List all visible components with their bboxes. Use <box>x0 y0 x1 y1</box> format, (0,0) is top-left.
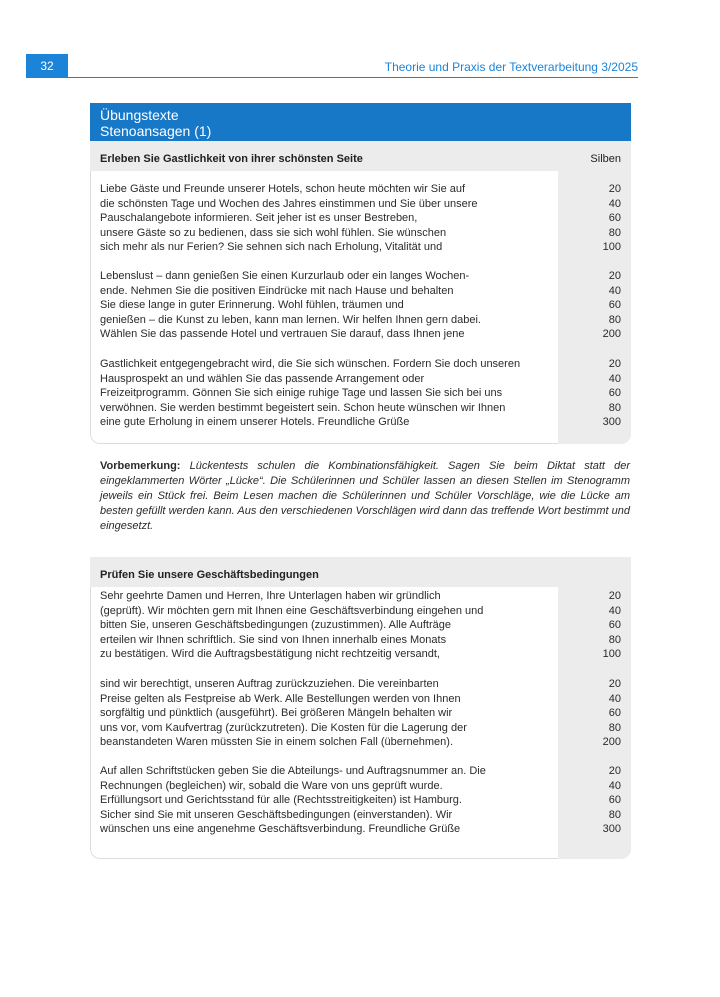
text-line: sich mehr als nur Ferien? Sie sehnen sich nach Erholung, Vitalität und <box>100 241 443 254</box>
text-line: Preise gelten als Festpreise ab Werk. Alle Bestellungen werden von Ihnen <box>100 692 461 705</box>
text-line: Hausprospekt an und wählen Sie das passende Arrangement oder <box>100 372 425 385</box>
syllable-counts <box>571 182 621 255</box>
text-title: Prüfen Sie unsere Geschäftsbedingungen <box>100 569 319 581</box>
syllable-column-header: Silben <box>590 153 621 165</box>
syllable-count: 20 <box>608 183 621 195</box>
syllable-counts <box>571 764 621 837</box>
note-text: Lückentests schulen die Kombinationsfähigkeit. Sagen Sie beim Diktat statt der eingeklammerten Wörter „Lücke“. Die Schülerinnen und Schüler lassen an diesen Stellen im Stenogramm jeweils ein Stück frei. Beim Lesen machen die Schülerinnen und Schüler Vorschläge, wie die Lücke am besten gefüllt werden kann. Aus den verschiedenen Vorschlägen wird dann das treffende Wort bestimmt und eingesetzt. <box>100 460 630 532</box>
paragraph <box>100 357 548 430</box>
syllable-count: 60 <box>608 794 621 807</box>
text-line: Lebenslust – dann genießen Sie einen Kurzurlaub oder ein langes Wochen- <box>100 270 470 282</box>
header-rule <box>68 77 638 78</box>
syllable-count: 80 <box>608 808 621 821</box>
syllable-count: 100 <box>602 241 621 254</box>
syllable-count: 200 <box>602 736 621 749</box>
text-line: erteilen wir Ihnen schriftlich. Sie sind von Ihnen innerhalb eines Monats <box>100 633 447 646</box>
page-number: 32 <box>26 54 68 78</box>
text-line: (geprüft). Wir möchten gern mit Ihnen eine Geschäftsverbindung eingehen und <box>100 604 484 617</box>
syllable-count: 40 <box>608 779 621 792</box>
syllable-counts <box>571 357 621 430</box>
text-line: uns vor, vom Kaufvertrag (zurückzutreten). Die Kosten für die Lagerung der <box>100 721 467 734</box>
syllable-count: 80 <box>608 226 621 239</box>
syllable-count: 300 <box>602 823 621 836</box>
syllable-count: 200 <box>602 328 621 341</box>
text-box-gastlichkeit <box>90 141 631 444</box>
text-line: Auf allen Schriftstücken geben Sie die Abteilungs- und Auftragsnummer an. Die <box>100 765 486 777</box>
text-line: ende. Nehmen Sie die positiven Eindrücke mit nach Hause und behalten <box>100 284 454 297</box>
syllable-count: 60 <box>608 212 621 225</box>
syllable-count: 20 <box>608 270 621 282</box>
text-line: Freizeitprogramm. Gönnen Sie sich einige ruhige Tage und lassen Sie sich bei uns <box>100 387 503 400</box>
text-line: eine gute Erholung in einem unserer Hotels. Freundliche Grüße <box>100 416 410 429</box>
text-line: bitten Sie, unseren Geschäftsbedingungen (zuzustimmen). Alle Aufträge <box>100 619 451 632</box>
syllable-count: 40 <box>608 692 621 705</box>
paragraph <box>100 764 548 837</box>
syllable-count: 20 <box>608 358 621 370</box>
syllable-count: 40 <box>608 604 621 617</box>
syllable-count: 60 <box>608 387 621 400</box>
text-line: Sicher sind Sie mit unseren Geschäftsbedingungen (einverstanden). Wir <box>100 808 453 821</box>
syllable-count: 80 <box>608 313 621 326</box>
paragraph <box>100 269 548 342</box>
syllable-count: 40 <box>608 197 621 210</box>
note-label: Vorbemerkung: <box>100 460 181 472</box>
syllable-count: 20 <box>608 678 621 690</box>
syllable-count: 80 <box>608 401 621 414</box>
text-line: verwöhnen. Sie werden bestimmt begeistert sein. Schon heute wünschen wir Ihnen <box>100 401 506 414</box>
syllable-counts <box>571 677 621 750</box>
section-title-line1: Übungstexte <box>100 107 179 123</box>
syllable-count: 80 <box>608 633 621 646</box>
syllable-count: 100 <box>602 648 621 661</box>
text-line: sorgfältig und pünktlich (ausgeführt). Bei größeren Mängeln behalten wir <box>100 707 453 720</box>
section-header <box>90 103 631 141</box>
syllable-counts <box>571 589 621 662</box>
paragraph <box>100 589 548 662</box>
section-title-line2: Stenoansagen (1) <box>100 123 212 139</box>
syllable-count: 60 <box>608 299 621 312</box>
text-line: Wählen Sie das passende Hotel und vertrauen Sie darauf, dass Ihnen jene <box>100 328 465 341</box>
syllable-count: 20 <box>608 590 621 602</box>
text-line: Rechnungen (begleichen) wir, sobald die Ware von uns geprüft wurde. <box>100 779 443 792</box>
syllable-count: 300 <box>602 416 621 429</box>
text-line: Erfüllungsort und Gerichtsstand für alle (Rechtsstreitigkeiten) ist Hamburg. <box>100 794 462 807</box>
text-line: beanstandeten Waren müssten Sie in einem solchen Fall (übernehmen). <box>100 736 454 749</box>
syllable-counts <box>571 269 621 342</box>
text-line: genießen – die Kunst zu leben, kann man lernen. Wir helfen Ihnen gern dabei. <box>100 313 481 326</box>
paragraph <box>100 677 548 750</box>
syllable-count: 80 <box>608 721 621 734</box>
preliminary-note <box>100 459 630 534</box>
text-title: Erleben Sie Gastlichkeit von ihrer schönsten Seite <box>100 153 363 165</box>
running-title: Theorie und Praxis der Textverarbeitung 3/2025 <box>384 60 638 74</box>
text-line: Liebe Gäste und Freunde unserer Hotels, schon heute möchten wir Sie auf <box>100 183 466 195</box>
syllable-count: 60 <box>608 707 621 720</box>
text-line: zu bestätigen. Wird die Auftragsbestätigung nicht rechtzeitig versandt, <box>100 648 440 661</box>
paragraph <box>100 182 548 255</box>
syllable-count: 60 <box>608 619 621 632</box>
text-line: Pauschalangebote informieren. Seit jeher ist es unser Bestreben, <box>100 212 418 225</box>
syllable-count: 20 <box>608 765 621 777</box>
text-line: wünschen uns eine angenehme Geschäftsverbindung. Freundliche Grüße <box>100 823 461 836</box>
text-line: Sehr geehrte Damen und Herren, Ihre Unterlagen haben wir gründlich <box>100 590 441 602</box>
text-line: unsere Gäste so zu bedienen, dass sie sich wohl fühlen. Sie wünschen <box>100 226 447 239</box>
text-line: die schönsten Tage und Wochen des Jahres einstimmen und Sie über unsere <box>100 197 478 210</box>
text-line: Sie diese lange in guter Erinnerung. Wohl fühlen, träumen und <box>100 299 404 312</box>
text-line: Gastlichkeit entgegengebracht wird, die Sie sich wünschen. Fordern Sie doch unseren <box>100 358 521 370</box>
syllable-count: 40 <box>608 284 621 297</box>
text-line: sind wir berechtigt, unseren Auftrag zurückzuziehen. Die vereinbarten <box>100 678 439 690</box>
text-box-geschaeftsbedingungen <box>90 557 631 859</box>
syllable-count: 40 <box>608 372 621 385</box>
